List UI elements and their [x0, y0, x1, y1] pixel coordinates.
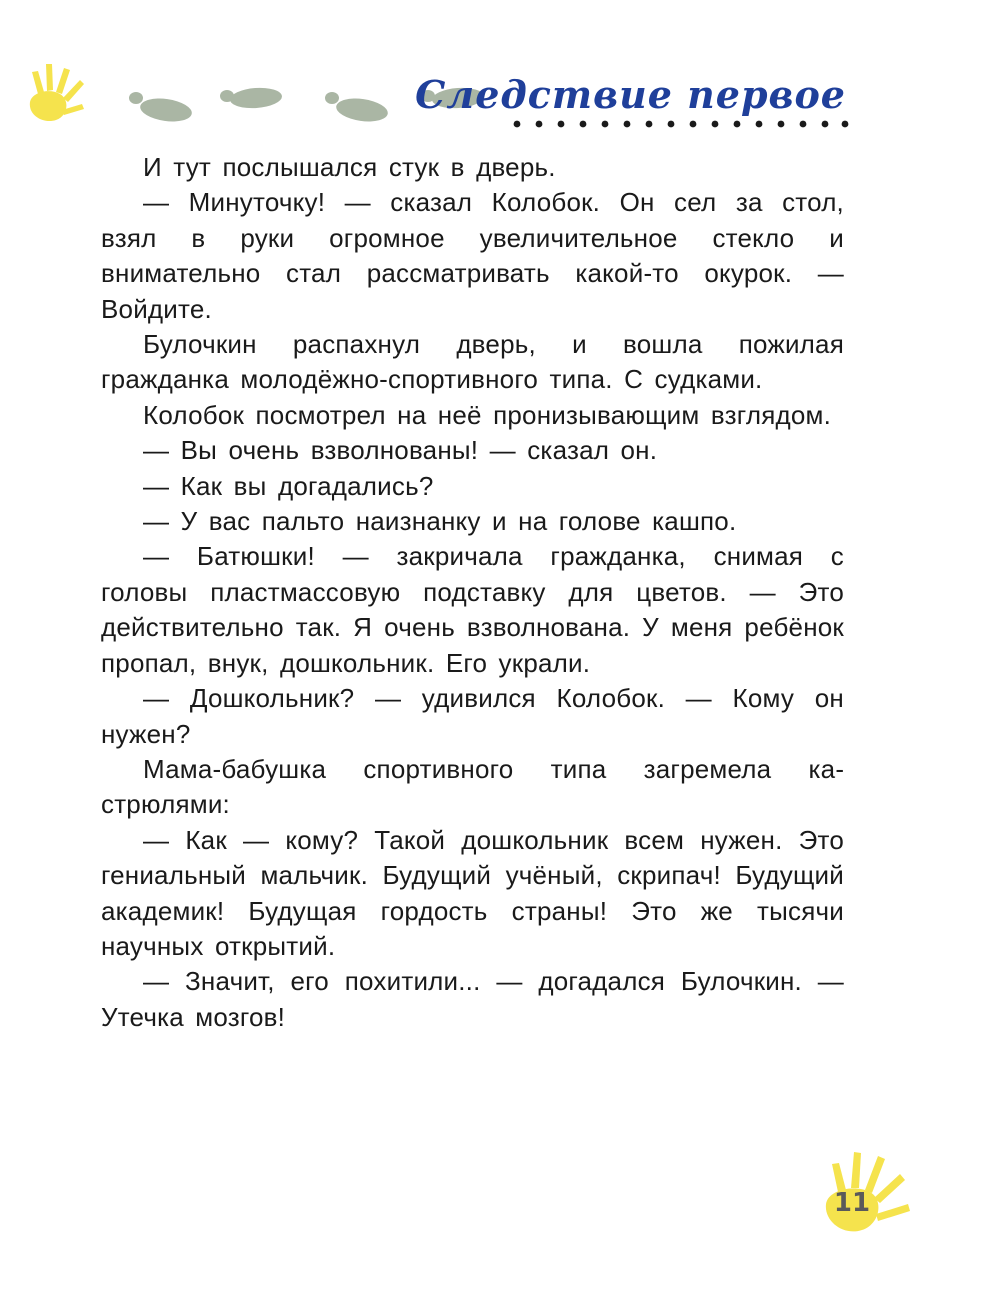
paragraph: — Значит, его похитили... — догадался Булочкин. — Утечка мозгов! [101, 966, 844, 1032]
paragraph: — Дошкольник? — удивился Колобок. — Кому он нужен? [101, 683, 844, 749]
paragraph: — У вас пальто наизнанку и на голове кашпо. [143, 506, 737, 537]
paragraph: И тут послышался стук в дверь. [143, 152, 556, 182]
body-text [101, 150, 844, 1035]
paragraph: Колобок посмотрел на неё пронизывающим взглядом. [143, 399, 832, 430]
paragraph: — Батюшки! — закричала гражданка, снимая с головы пластмассовую подставку для цветов. — Это действительно так. Я очень взволнована. У меня ребёнок пропал, внук, дошкольник. Его украли. [101, 541, 844, 678]
page-header [0, 0, 986, 150]
page-number: 11 [833, 1188, 871, 1218]
paragraph: — Вы очень взволнованы! — сказал он. [143, 435, 658, 466]
paragraph: — Как — кому? Такой дошкольник всем нужен. Это гениальный мальчик. Будущий учёный, скрипач! Будущий академик! Будущая гордость страны! Это же тысячи научных открытий. [101, 824, 844, 961]
paragraph: Булочкин распахнул дверь, и вошла пожилая гражданка молодёжно-спортивного типа. С судками. [101, 329, 844, 395]
yellow-handprint-icon [22, 58, 102, 138]
paragraph: — Минуточку! — сказал Колобок. Он сел за стол, взял в руки огромное увеличительное стекло и внимательно стал рассматривать какой-то окурок. — Войдите. [101, 187, 844, 324]
chapter-title: Следствие первое [415, 72, 846, 117]
paragraph: Мама-бабушка спортивного типа загремела кастрюлями: [101, 753, 844, 820]
paragraph: — Как вы догадались? [143, 470, 434, 501]
dotted-line-icon [512, 118, 850, 130]
